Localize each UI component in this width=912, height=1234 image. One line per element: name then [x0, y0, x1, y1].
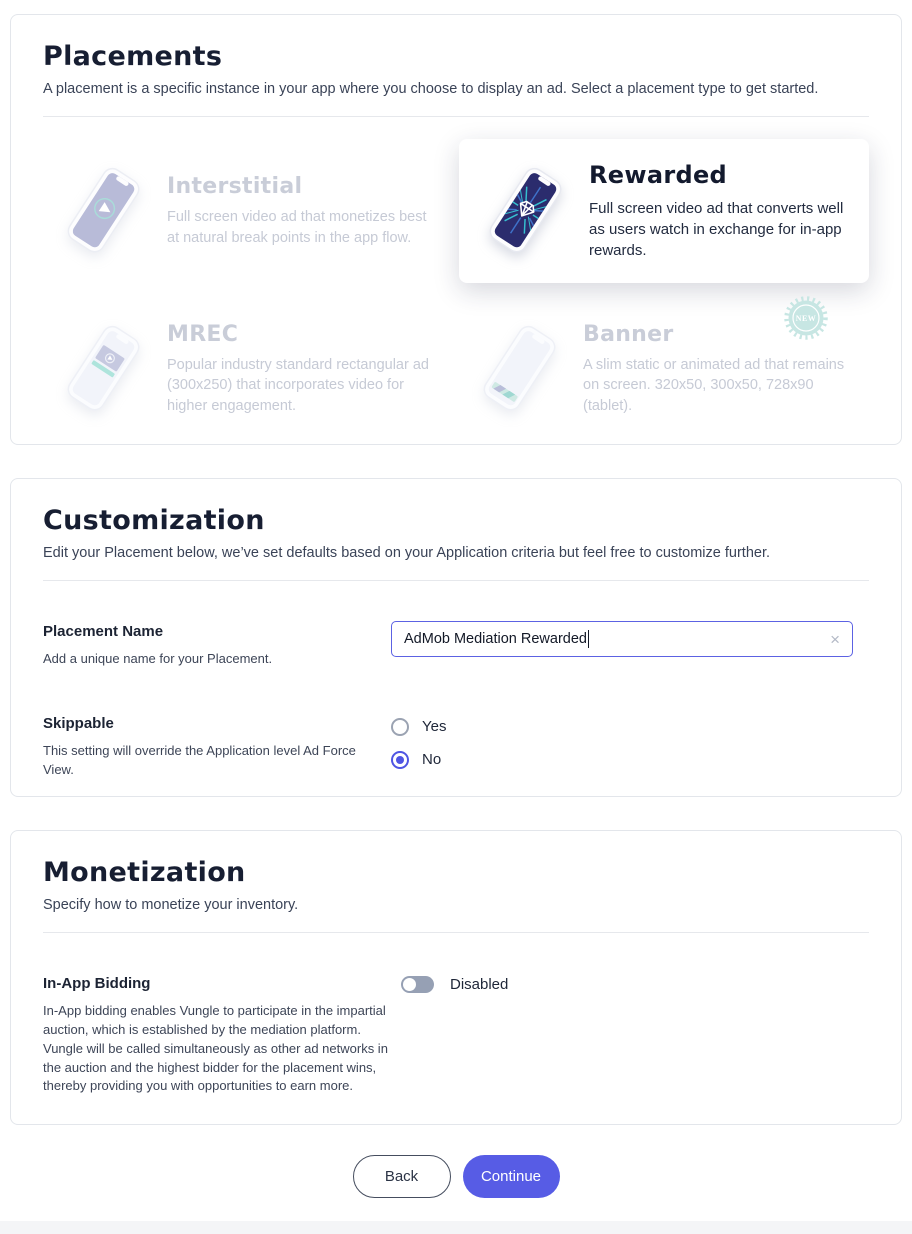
skippable-label: Skippable: [43, 714, 114, 732]
in-app-bidding-row: [43, 973, 869, 1096]
placement-type-interstitial[interactable]: [43, 149, 451, 273]
skippable-option-no[interactable]: [391, 751, 869, 769]
placement-type-rewarded[interactable]: [459, 139, 869, 283]
radio-label: Yes: [422, 718, 447, 736]
monetization-card: [10, 830, 902, 1125]
skippable-option-yes[interactable]: [391, 718, 869, 736]
placement-name-value: AdMob Mediation Rewarded: [404, 631, 587, 647]
placements-subtitle: A placement is a specific instance in your app where you choose to display an ad. Select a placement type to get started.: [43, 81, 819, 97]
new-badge-label: NEW: [795, 314, 817, 323]
placements-card: [10, 14, 902, 445]
placement-type-title: Interstitial: [167, 173, 303, 199]
placement-type-grid: [43, 139, 869, 431]
customization-subtitle: Edit your Placement below, we’ve set defaults based on your Application criteria but feel free to customize further.: [43, 545, 771, 561]
interstitial-phone-icon: [49, 157, 157, 265]
monetization-title: Monetization: [43, 857, 246, 888]
radio-label: No: [422, 751, 442, 769]
placement-name-label: Placement Name: [43, 623, 164, 640]
toggle-knob: [403, 978, 416, 991]
divider: [43, 932, 869, 933]
placement-type-title: Banner: [583, 321, 674, 347]
skippable-radio-group: [391, 713, 869, 769]
placement-type-title: MREC: [167, 321, 239, 347]
placement-type-title: Rewarded: [589, 160, 727, 189]
rewarded-phone-icon: [471, 157, 579, 265]
in-app-bidding-toggle[interactable]: [401, 976, 434, 993]
continue-button[interactable]: Continue: [463, 1155, 560, 1198]
in-app-bidding-label: In-App Bidding: [43, 975, 151, 992]
mrec-phone-icon: [49, 315, 157, 423]
placement-type-description: Popular industry standard rectangular ad (300x250) that incorporates video for higher engagement.: [167, 356, 429, 414]
text-caret: [588, 630, 590, 648]
placement-type-description: Full screen video ad that converts well as users watch in exchange for in-app rewards.: [589, 199, 844, 260]
monetization-subtitle: Specify how to monetize your inventory.: [43, 897, 299, 913]
in-app-bidding-toggle-row: [401, 973, 869, 993]
placement-type-banner[interactable]: [459, 307, 869, 431]
in-app-bidding-help: In-App bidding enables Vungle to participate in the impartial auction, which is established by the mediation platform. Vungle will be called simultaneously as other ad networks in the auction and the highest bidder for the placement wins, thereby providing you with opportunities to earn more.: [43, 1003, 388, 1094]
in-app-bidding-state: Disabled: [450, 976, 509, 993]
customization-title: Customization: [43, 505, 265, 536]
footer-actions: [0, 1155, 912, 1198]
back-button[interactable]: Back: [353, 1155, 451, 1198]
placement-name-help: Add a unique name for your Placement.: [43, 651, 273, 666]
clear-input-icon[interactable]: ×: [830, 629, 840, 649]
divider: [43, 580, 869, 581]
placement-type-description: Full screen video ad that monetizes best at natural break points in the app flow.: [167, 208, 427, 246]
placement-name-row: [43, 621, 869, 669]
divider: [43, 116, 869, 117]
radio-unselected-icon[interactable]: [391, 718, 409, 736]
new-badge: [783, 295, 829, 341]
customization-card: [10, 478, 902, 797]
placement-type-mrec[interactable]: [43, 307, 451, 431]
skippable-row: [43, 713, 869, 780]
radio-selected-icon[interactable]: [391, 751, 409, 769]
skippable-help: This setting will override the Application level Ad Force View.: [43, 742, 356, 777]
placements-title: Placements: [43, 41, 223, 72]
bottom-strip: [0, 1221, 912, 1234]
placement-type-description: A slim static or animated ad that remains on screen. 320x50, 300x50, 728x90 (tablet).: [583, 356, 845, 414]
placement-name-input[interactable]: [391, 621, 853, 657]
banner-phone-icon: [465, 315, 573, 423]
